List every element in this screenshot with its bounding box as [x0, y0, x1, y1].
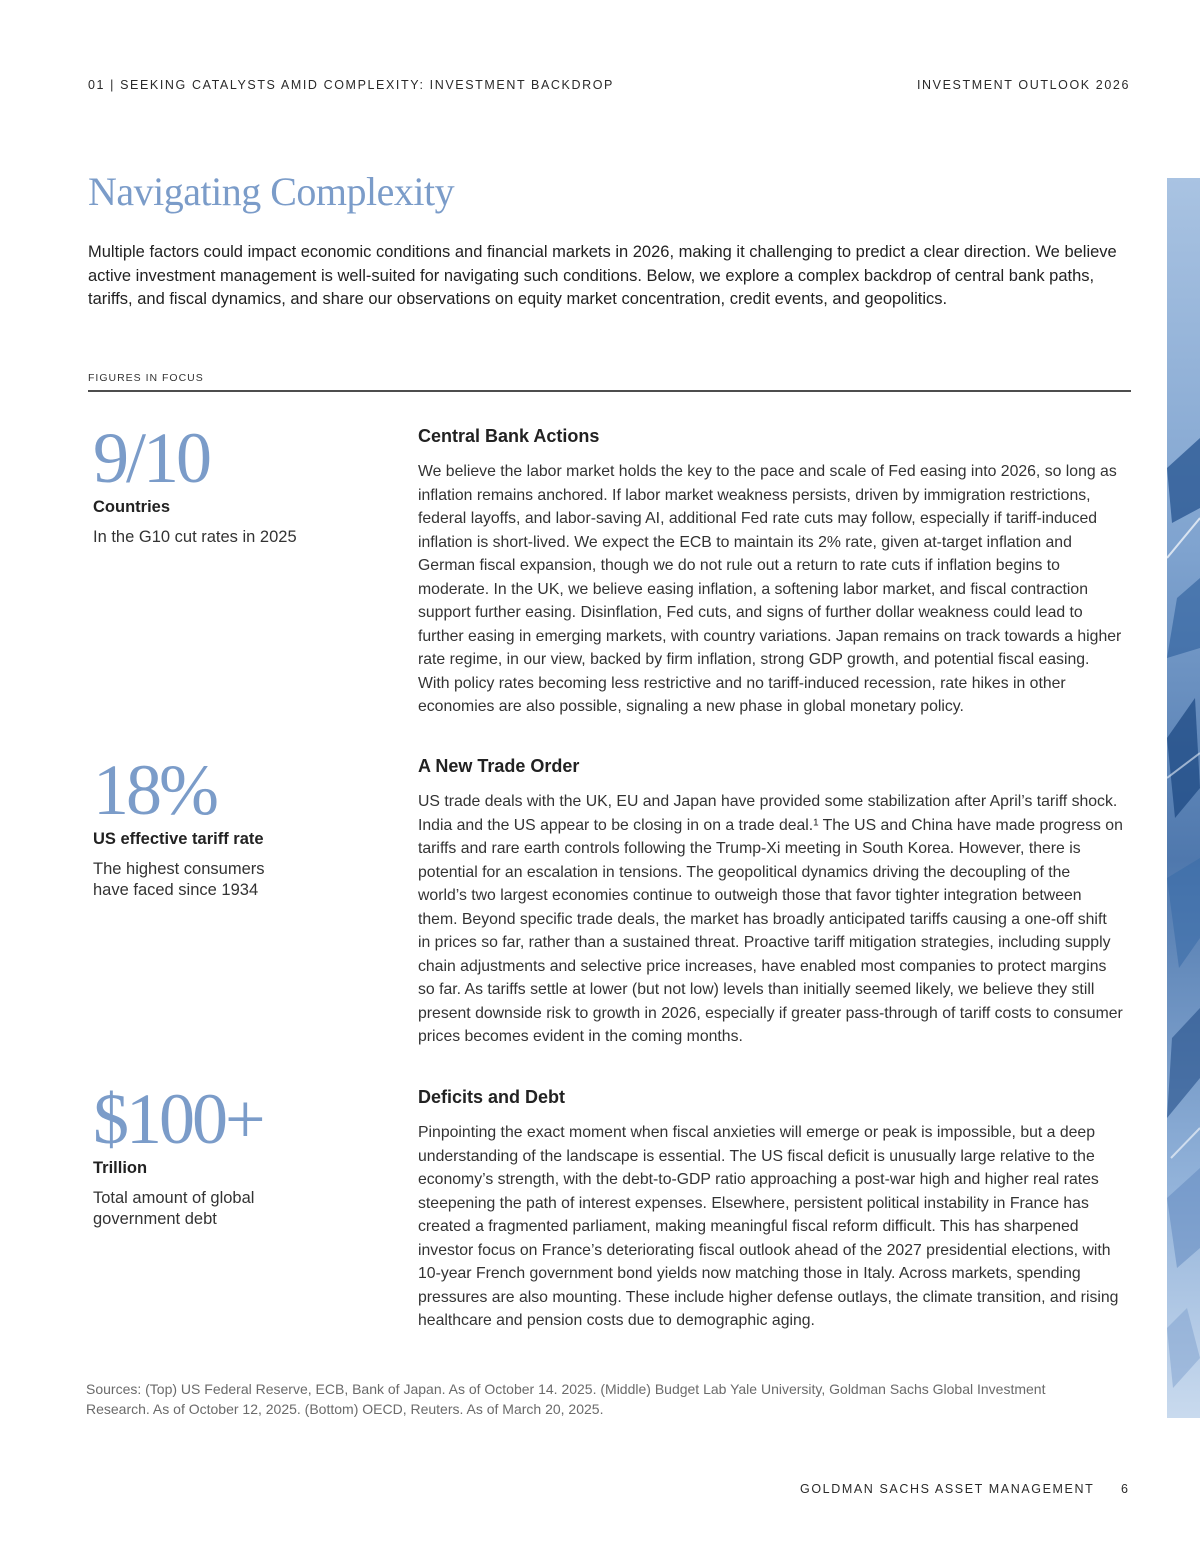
- stat-description: In the G10 cut rates in 2025: [93, 528, 297, 546]
- stat-tariff-rate: [93, 752, 353, 901]
- divider-rule: [88, 390, 1131, 392]
- intro-paragraph: Multiple factors could impact economic conditions and financial markets in 2026, making it challenging to predict a clear direction. We believe active investment management is well-suited for navigating such conditions. Below, we explore a complex backdrop of central bank paths, tariffs, and fiscal dynamics, and share our observations on equity market concentration, credit events, and geopolitics.: [88, 243, 1117, 309]
- section-heading: Deficits and Debt: [418, 1087, 566, 1107]
- section-body: We believe the labor market holds the key to the pace and scale of Fed easing into 2026, so long as inflation remains anchored. If labor market weakness persists, driven by immigration restrictions, federal layoffs, and labor-saving AI, additional Fed rate cuts may follow, especially if tariff-induced inflation is short-lived. We expect the ECB to maintain its 2% rate, given at-target inflation and German fiscal expansion, though we do not rule out a return to rate cuts if inflation begins to moderate. In the UK, we believe easing inflation, a softening labor market, and fiscal contraction support further easing. Disinflation, Fed cuts, and signs of further dollar weakness could lead to further easing in emerging markets, with country variations. Japan remains on track towards a higher rate regime, in our view, backed by firm inflation, strong GDP growth, and potential fiscal easing. With policy rates becoming less restrictive and no tariff-induced recession, rate hikes in other economies are also possible, signaling a new phase in global monetary policy.: [418, 463, 1122, 715]
- stat-label: Trillion: [93, 1159, 148, 1177]
- page-title: Navigating Complexity: [88, 169, 455, 214]
- page-number: 6: [1121, 1482, 1128, 1496]
- stat-label: Countries: [93, 498, 171, 516]
- stat-global-debt: [93, 1081, 353, 1230]
- section-deficits-and-debt: [418, 1087, 1123, 1333]
- stat-description: The highest consumers have faced since 1934: [93, 860, 265, 899]
- footer-company: GOLDMAN SACHS ASSET MANAGEMENT: [800, 1482, 1095, 1496]
- decorative-side-image: [1167, 178, 1200, 1418]
- section-body: Pinpointing the exact moment when fiscal anxieties will emerge or peak is impossible, but a deep understanding of the landscape is essential. The US fiscal deficit is unusually large relative to the economy’s strength, with the debt-to-GDP ratio approaching a post-war high and higher real rates steepening the path of interest expenses. Elsewhere, persistent political instability in France has created a fragmented parliament, making meaningful fiscal reform difficult. This has sharpened investor focus on France’s deteriorating fiscal outlook ahead of the 2027 presidential elections, with 10-year French government bond yields now matching those in Italy. Across markets, spending pressures are also mounting. These include higher defense outlays, the climate transition, and rising healthcare and pension costs due to demographic aging.: [418, 1124, 1119, 1329]
- section-heading: Central Bank Actions: [418, 426, 600, 446]
- figures-in-focus-label: FIGURES IN FOCUS: [88, 372, 204, 384]
- abstract-blue-art-icon: [1167, 178, 1200, 1418]
- section-header: 01 | SEEKING CATALYSTS AMID COMPLEXITY: INVESTMENT BACKDROP: [88, 78, 614, 92]
- section-heading: A New Trade Order: [418, 756, 580, 776]
- stat-value: $100+: [93, 1079, 263, 1159]
- section-central-bank-actions: [418, 426, 1123, 719]
- publication-title: INVESTMENT OUTLOOK 2026: [916, 78, 1130, 92]
- stat-value: 18%: [93, 750, 216, 830]
- stat-label: US effective tariff rate: [93, 830, 264, 848]
- section-new-trade-order: [418, 756, 1123, 1049]
- stat-value: 9/10: [93, 418, 210, 498]
- sources-note: Sources: (Top) US Federal Reserve, ECB, Bank of Japan. As of October 14. 2025. (Middle) Budget Lab Yale University, Goldman Sachs Global Investment Research. As of October 12, 2025. (Bottom) OECD, Reuters. As of March 20, 2025.: [86, 1381, 1046, 1417]
- stat-countries: [93, 420, 353, 548]
- section-body: US trade deals with the UK, EU and Japan have provided some stabilization after April’s tariff shock. India and the US appear to be closing in on a trade deal.¹ The US and China have made progress on tariffs and rare earth controls following the Trump-Xi meeting in South Korea. However, there is potential for an escalation in tensions. The geopolitical dynamics driving the decoupling of the world’s two largest economies continue to outweigh those that favor tighter integration between them. Beyond specific trade deals, the market has broadly anticipated tariffs causing a one-off shift in prices so far, rather than a sustained threat. Proactive tariff mitigation strategies, including supply chain adjustments and selective price increases, have enabled most companies to protect margins so far. As tariffs settle at lower (but not low) levels than initially seemed likely, we believe they still present downside risk to growth in 2026, especially if greater pass-through of tariff costs to consumer prices becomes evident in the coming months.: [418, 793, 1123, 1045]
- stat-description: Total amount of global government debt: [93, 1189, 255, 1228]
